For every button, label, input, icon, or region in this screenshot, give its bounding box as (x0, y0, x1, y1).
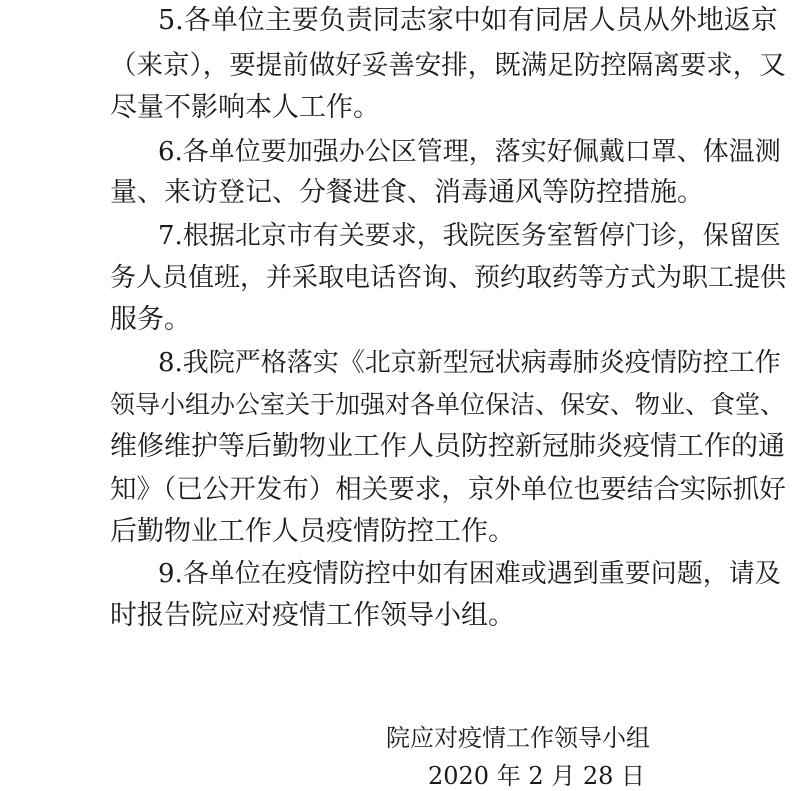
signature-organization: 院应对疫情工作领导小组 (386, 724, 650, 752)
paragraph-7-line-1: 7.根据北京市有关要求，我院医务室暂停门诊，保留医 (158, 221, 781, 251)
signature-date: 2020 年 2 月 28 日 (428, 762, 646, 790)
paragraph-7-line-3: 服务。 (110, 304, 191, 335)
paragraph-8-line-3: 维修维护等后勤物业工作人员防控新冠肺炎疫情工作的通 (110, 431, 785, 462)
paragraph-5-line-1: 5.各单位主要负责同志家中如有同居人员从外地返京 (158, 5, 778, 36)
paragraph-7-line-2: 务人员值班，并采取电话咨询、预约取药等方式为职工提供 (110, 263, 787, 293)
paragraph-8-line-5: 后勤物业工作人员疫情防控工作。 (110, 516, 515, 547)
paragraph-9-line-2: 时报告院应对疫情工作领导小组。 (110, 600, 515, 631)
paragraph-8-line-2: 领导小组办公室关于加强对各单位保洁、保安、物业、食堂、 (110, 390, 786, 419)
paragraph-6-line-1: 6.各单位要加强办公区管理，落实好佩戴口罩、体温测 (158, 137, 781, 167)
paragraph-6-line-2: 量、来访登记、分餐进食、消毒通风等防控措施。 (110, 177, 704, 208)
paragraph-9-line-1: 9.各单位在疫情防控中如有困难或遇到重要问题，请及 (158, 559, 781, 589)
paragraph-5-line-2: （来京），要提前做好妥善安排，既满足防控隔离要求，又 (110, 50, 786, 81)
paragraph-8-line-4: 知》（已公开发布）相关要求，京外单位也要结合实际抓好 (110, 474, 786, 505)
paragraph-5-line-3: 尽量不影响本人工作。 (110, 92, 380, 123)
paragraph-8-line-1: 8.我院严格落实《北京新型冠状病毒肺炎疫情防控工作 (158, 348, 781, 378)
